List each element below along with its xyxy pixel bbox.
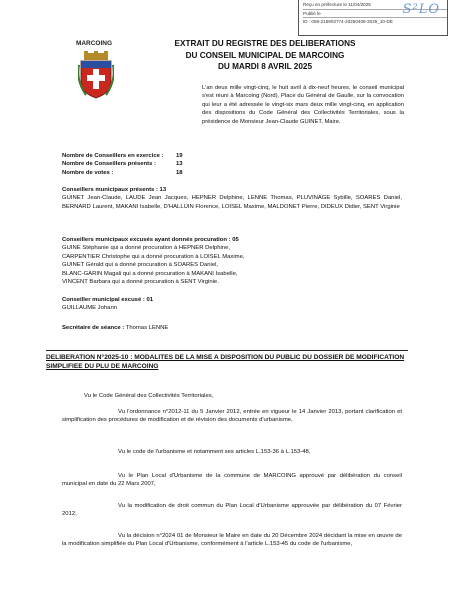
proxy-line: GUINE Stéphanie qui a donné procuration à HEPNER Delphine, bbox=[62, 245, 230, 252]
present-label: Conseillers municipaux présents : 13 bbox=[62, 187, 167, 193]
document-title bbox=[120, 38, 410, 73]
vote-counts bbox=[62, 152, 202, 177]
proxy-line: VINCENT Barbara qui a donné procuration à SENT Virginie. bbox=[62, 279, 219, 286]
excused-label: Conseiller municipal excusé : 01 bbox=[62, 297, 154, 303]
vu-paragraph: Vu le code de l'urbanisme et notamment ses articles L.153-36 à L.153-48, bbox=[118, 449, 311, 455]
slo-logo: S²LO bbox=[402, 2, 440, 17]
secretary-label: Secrétaire de séance : bbox=[62, 325, 125, 331]
stamp-published: Publié le bbox=[303, 10, 321, 16]
vu-paragraph: Vu le Code Général des Collectivités Territoriales, bbox=[84, 393, 214, 399]
title-line-1: EXTRAIT DU REGISTRE DES DELIBERATIONS bbox=[174, 39, 356, 48]
title-line-3: DU MARDI 8 AVRIL 2025 bbox=[217, 62, 313, 71]
vu-paragraph: Vu le Plan Local d'Urbanisme de la commune de MARCOING approuvé par délibération du conseil municipal en date du 22 Mars 2007, bbox=[62, 473, 402, 488]
count-row bbox=[62, 169, 202, 177]
proxy-line: BLANC-GARIN Magali qui a donné procuration à MAKANI Isabelle, bbox=[62, 270, 238, 277]
divider bbox=[46, 350, 408, 351]
count-value: 13 bbox=[176, 161, 183, 168]
proxy-label: Conseillers municipaux excusés ayant donnés procuration : 05 bbox=[62, 237, 239, 243]
count-row bbox=[62, 152, 202, 160]
intro-paragraph: L'an deux mille vingt-cinq, le huit avril à dix-neuf heures, le conseil municipal s'est réuni à Marcoing (Nord), Place du Général de Gaulle, sur la convocation qui leur a été adressée le vingt-six mars deux mille vingt-cinq, en application des dispositions du Code Général des Collectivités Territoriales, sous la présidence de Monsieur Jean-Claude GUINET, Maire. bbox=[202, 85, 404, 125]
secretary-section bbox=[62, 324, 402, 332]
count-value: 18 bbox=[176, 169, 183, 176]
vu-paragraph: Vu l'ordonnance n°2012-11 du 5 Janvier 2012, entrée en vigueur le 14 Janvier 2013, portant clarification et simplification des procédures de modification et de révision des documents d'urbanisme, bbox=[62, 409, 402, 424]
present-list: GUINET Jean-Claude, LAUDE Jean Jacques, HEPNER Delphine, LENNE Thomas, PLUVINAGE Sybille, SOARES Daniel, BERNARD Laurent, MAKANI Isabelle, D'HALLUIN Florence, LOISEL Maxime, MALDONET Pierre, DIDEUX Didier, SENT Virginie bbox=[62, 195, 402, 210]
deliberation-title: DELIBERATION N°2025-10 : MODALITES DE LA MISE A DISPOSITION DU PUBLIC DU DOSSIER DE MODIFICATION SIMPLIFIEE DU PLU DE MARCOING bbox=[46, 354, 405, 370]
coat-of-arms-icon bbox=[78, 51, 114, 99]
title-line-2: DU CONSEIL MUNICIPAL DE MARCOING bbox=[185, 50, 345, 60]
vu-paragraph: Vu la décision n°2024 01 de Monsieur le Maire en date du 20 Décembre 2024 décidant la mise en œuvre de la modification simplifiée du Plan Local d'Urbanisme, conformément à l'article L.153-45 du code de l'urbanisme, bbox=[62, 533, 402, 548]
count-row bbox=[62, 160, 202, 168]
proxy-line: CARPENTIER Christophe qui a donné procuration à LOISEL Maxime, bbox=[62, 253, 245, 260]
present-section bbox=[62, 186, 402, 211]
secretary-name: Thomas LENNE bbox=[125, 325, 169, 331]
town-name: MARCOING bbox=[75, 40, 113, 47]
vu-paragraph: Vu la modification de droit commun du Plan Local d'Urbanisme approuvée par délibération du 07 Février 2012, bbox=[62, 503, 402, 518]
proxy-line: GUINET Gérald qui a donné procuration à SOARES Daniel, bbox=[62, 262, 219, 269]
proxy-section bbox=[62, 236, 402, 286]
count-value: 19 bbox=[176, 153, 183, 159]
stamp-id: ID : 059-215903774-20250408-2025_10-DE bbox=[303, 19, 393, 25]
excused-section bbox=[62, 296, 402, 313]
excused-name: GUILLAUME Johann bbox=[62, 305, 118, 312]
count-label: Nombre de Conseillers en exercice : bbox=[62, 153, 164, 159]
count-label: Nombre de Conseillers présents : bbox=[62, 161, 156, 168]
count-label: Nombre de votes : bbox=[62, 169, 114, 176]
stamp-received: Reçu en préfecture le 11/04/2025 bbox=[303, 2, 371, 7]
